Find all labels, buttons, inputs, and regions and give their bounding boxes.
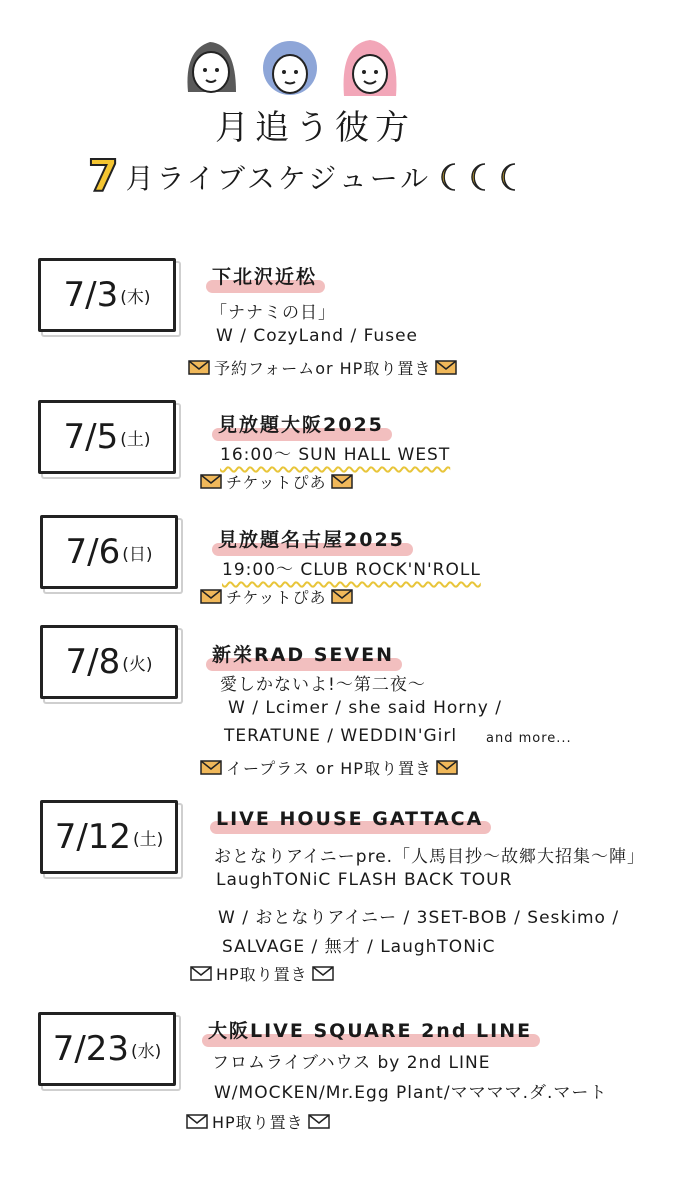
date-box	[40, 515, 178, 589]
event-date: 7/6	[65, 532, 121, 572]
envelope-icon	[308, 1114, 330, 1129]
ticket-info	[188, 356, 457, 379]
ticket-label: HP取り置き	[212, 1113, 304, 1132]
envelope-icon	[331, 474, 353, 489]
event-detail: 愛しかないよ!〜第二夜〜	[220, 675, 426, 695]
date-box	[40, 625, 178, 699]
event-detail: W/MOCKEN/Mr.Egg Plant/ママママ.ダ.マート	[214, 1083, 608, 1103]
ticket-label: チケットぴあ	[226, 473, 327, 492]
event-date: 7/12	[54, 817, 132, 857]
event-detail: W / CozyLand / Fusee	[216, 326, 418, 346]
event-day-of-week: (火)	[122, 654, 153, 675]
event-detail: 「ナナミの日」	[210, 303, 336, 323]
ticket-label: 予約フォームor HP取り置き	[214, 359, 432, 378]
event-venue: 下北沢近松	[212, 262, 317, 289]
schedule-label: 月ライブスケジュール	[125, 162, 432, 195]
schedule-heading	[88, 151, 527, 202]
ticket-info	[200, 585, 353, 608]
crescent-moon-icon	[441, 162, 467, 192]
month-number: 7	[88, 151, 122, 202]
event-venue: LIVE HOUSE GATTACA	[216, 808, 484, 830]
event-detail: 19:00〜 CLUB ROCK'N'ROLL	[222, 560, 481, 580]
event-venue: 見放題大阪2025	[218, 410, 384, 437]
event-detail: LaughTONiC FLASH BACK TOUR	[216, 870, 513, 890]
envelope-icon	[312, 966, 334, 981]
ticket-label: イープラス or HP取り置き	[226, 759, 432, 778]
envelope-icon	[186, 1114, 208, 1129]
event-venue: 見放題名古屋2025	[218, 525, 405, 552]
event-detail: TERATUNE / WEDDIN'Girl	[224, 726, 458, 746]
event-date: 7/5	[63, 417, 119, 457]
ticket-info	[200, 470, 353, 493]
crescent-moon-icon	[471, 162, 497, 192]
ticket-label: HP取り置き	[216, 965, 308, 984]
moon-icons	[441, 162, 527, 192]
member-face-1	[187, 42, 236, 92]
ticket-info	[190, 962, 334, 985]
envelope-icon	[200, 589, 222, 604]
date-box	[38, 1012, 176, 1086]
envelope-icon	[331, 589, 353, 604]
event-detail: W / おとなりアイニー / 3SET-BOB / Seskimo /	[218, 908, 620, 928]
event-detail-extra: and more...	[486, 731, 572, 746]
envelope-icon	[435, 360, 457, 375]
envelope-icon	[200, 474, 222, 489]
event-venue: 大阪LIVE SQUARE 2nd LINE	[208, 1016, 532, 1043]
envelope-icon	[436, 760, 458, 775]
ticket-label: チケットぴあ	[226, 588, 327, 607]
event-detail: おとなりアイニーpre.「人馬目抄〜故郷大招集〜陣」	[214, 847, 646, 867]
envelope-icon	[190, 966, 212, 981]
event-day-of-week: (日)	[122, 544, 153, 565]
ticket-info	[186, 1110, 330, 1133]
member-face-2	[263, 41, 317, 95]
event-day-of-week: (水)	[131, 1041, 162, 1062]
event-day-of-week: (土)	[133, 829, 164, 850]
envelope-icon	[200, 760, 222, 775]
event-detail: W / Lcimer / she said Horny /	[228, 698, 502, 718]
member-faces-illustration	[180, 30, 420, 100]
event-date: 7/8	[65, 642, 121, 682]
event-day-of-week: (土)	[120, 429, 151, 450]
band-name-title: 月追う彼方	[215, 108, 415, 148]
member-face-3	[344, 40, 397, 96]
event-date: 7/23	[52, 1029, 130, 1069]
event-date: 7/3	[63, 275, 119, 315]
event-detail: 16:00〜 SUN HALL WEST	[220, 445, 451, 465]
date-box	[38, 258, 176, 332]
date-box	[38, 400, 176, 474]
crescent-moon-icon	[501, 162, 527, 192]
event-day-of-week: (木)	[120, 287, 151, 308]
envelope-icon	[188, 360, 210, 375]
date-box	[40, 800, 178, 874]
ticket-info	[200, 756, 458, 779]
event-detail: フロムライブハウス by 2nd LINE	[212, 1053, 491, 1073]
event-venue: 新栄RAD SEVEN	[212, 640, 394, 667]
event-detail: SALVAGE / 無才 / LaughTONiC	[222, 937, 496, 957]
